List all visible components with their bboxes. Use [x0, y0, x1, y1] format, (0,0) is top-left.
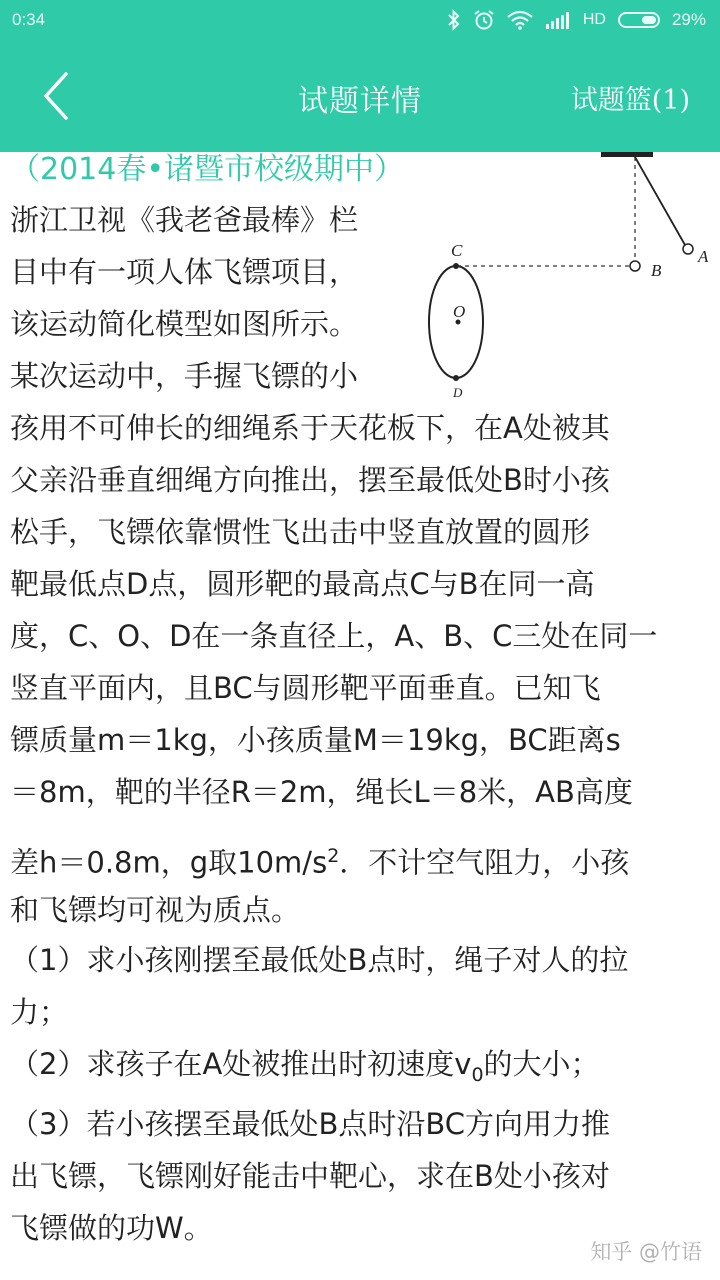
question-text-line: 某次运动中，手握飞镖的小: [10, 359, 359, 393]
battery-percent: 29%: [671, 10, 706, 29]
status-bar: [0, 0, 720, 40]
bluetooth-icon: [447, 9, 461, 31]
question-text-line: 竖直平面内，且BC与圆形靶平面垂直。已知飞: [10, 671, 601, 705]
diagram-label-o: O: [453, 302, 466, 321]
question-text-line: ＝8m，靶的半径R＝2m，绳长L＝8米，AB高度: [10, 775, 633, 809]
question-basket-button[interactable]: 试题篮(1): [570, 85, 690, 116]
q2-text-end: 的大小；: [483, 1047, 600, 1081]
diagram-label-b: B: [651, 261, 662, 280]
question-text-line: 孩用不可伸长的细绳系于天花板下，在A处被其: [10, 411, 610, 445]
question-text-line: 度，C、O、D在一条直径上，A、B、C三处在同一: [10, 619, 658, 653]
question-text-line: 镖质量m＝1kg，小孩质量M＝19kg，BC距离s: [10, 723, 621, 757]
question-text-line: 父亲沿垂直细绳方向推出，摆至最低处B时小孩: [10, 463, 610, 497]
question-text-line: [10, 836, 629, 883]
diagram-label-d: D: [453, 385, 463, 400]
question-source: （2014春•诸暨市校级期中）: [10, 152, 405, 187]
question-text-line: 该运动简化模型如图所示。: [10, 307, 359, 341]
watermark: 知乎 @竹语: [590, 1240, 702, 1264]
line13-text-end: ．不计空气阻力，小孩: [339, 845, 630, 880]
status-time: 0:34: [12, 10, 46, 29]
sub-question-1-cont: 力；: [10, 995, 69, 1029]
sub-question-3-cont: 出飞镖，飞镖刚好能击中靶心，求在B处小孩对: [10, 1159, 610, 1193]
question-text-line: 靶最低点D点，圆形靶的最高点C与B在同一高: [10, 567, 595, 601]
question-text-line: 目中有一项人体飞镖项目，: [10, 255, 359, 289]
app-header: [0, 40, 720, 152]
question-text-line: 松手，飞镖依靠惯性飞出击中竖直放置的圆形: [10, 515, 591, 549]
signal-icon: [545, 11, 571, 29]
physics-diagram: [415, 152, 720, 402]
diagram-label-a: A: [698, 247, 709, 266]
page-title: 试题详情: [298, 84, 422, 119]
alarm-icon: [473, 9, 495, 31]
sub-question-1: （1）求小孩刚摆至最低处B点时，绳子对人的拉: [10, 943, 629, 977]
line13-text: 差h＝0.8m，g取10m/s: [10, 845, 328, 880]
diagram-label-c: C: [451, 241, 463, 260]
battery-icon: [618, 12, 660, 28]
question-text-line: 浙江卫视《我老爸最棒》栏: [10, 203, 359, 237]
status-icons: [435, 8, 706, 32]
sub-question-3: （3）若小孩摆至最低处B点时沿BC方向用力推: [10, 1107, 610, 1141]
exponent: 2: [327, 845, 340, 867]
question-text-line: 和飞镖均可视为质点。: [10, 893, 301, 927]
sub-question-2: [10, 1044, 600, 1095]
wifi-icon: [507, 10, 533, 30]
q2-text: （2）求孩子在A处被推出时初速度v: [10, 1047, 472, 1081]
subscript: 0: [471, 1063, 484, 1086]
question-content: [0, 152, 720, 1280]
sub-question-3-end: 飞镖做的功W。: [10, 1211, 213, 1245]
network-type: HD: [582, 11, 606, 28]
